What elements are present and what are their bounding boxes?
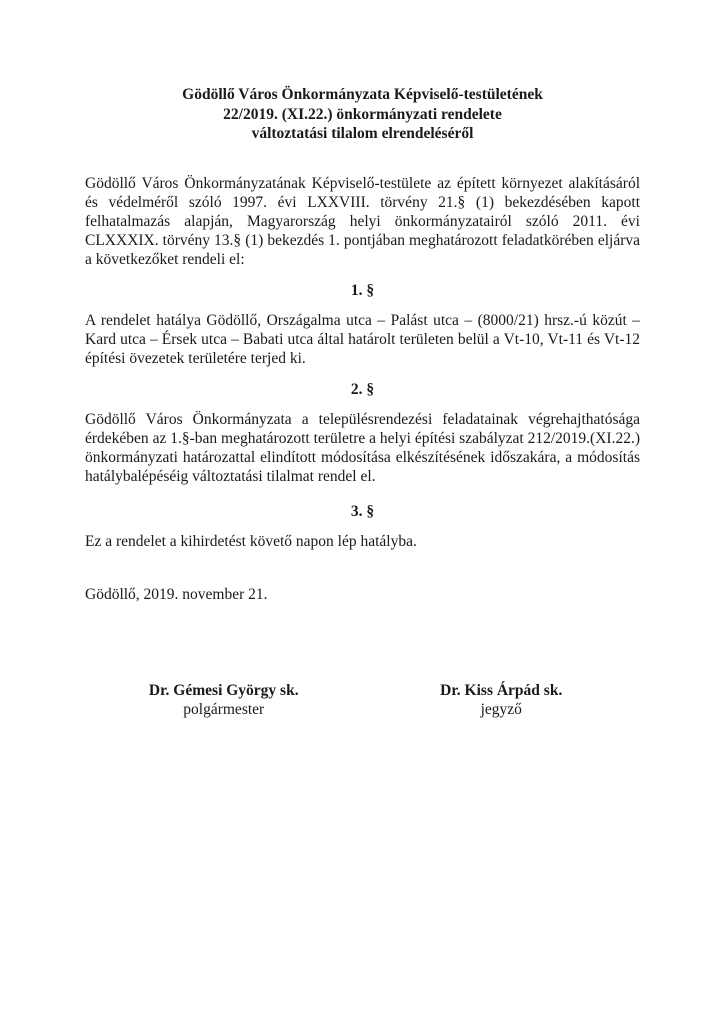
section-3 [85, 502, 640, 551]
section-3-body: Ez a rendelet a kihirdetést követő napon lép hatályba. [85, 532, 417, 550]
preamble-paragraph: Gödöllő Város Önkormányzatának Képviselő-testülete az épített környezet alakításáról és védelméről szóló 1997. évi LXXVIII. törvény 21.§ (1) bekezdésében kapott felhatalmazás alapján, Magyarország helyi önkormányzatairól szóló 2011. évi CLXXXIX. törvény 13.§ (1) bekezdés 1. pontjában meghatározott feladatkörében eljárva a következőket rendeli el: [85, 174, 640, 268]
section-2-heading: 2. § [350, 380, 375, 398]
title-line-subject: változtatási tilalom elrendeléséről [251, 125, 474, 142]
section-1-body: A rendelet hatálya Gödöllő, Országalma utca – Palást utca – (8000/21) hrsz.-ú közút – Kard utca – Érsek utca – Babati utca által határolt területen belül a Vt-10, Vt-11 és Vt-12 építési övezetek területére terjed ki. [85, 311, 640, 367]
signature-mayor-name: Dr. Gémesi György sk. [148, 681, 299, 699]
signature-row [85, 681, 640, 719]
title-line-authority: Gödöllő Város Önkormányzata Képviselő-testületének [182, 86, 543, 103]
signature-notary-name: Dr. Kiss Árpád sk. [440, 681, 563, 699]
document-title [85, 85, 640, 144]
section-3-heading: 3. § [350, 502, 375, 520]
signature-mayor-role: polgármester [183, 700, 265, 718]
signature-notary [363, 681, 641, 719]
section-2 [85, 380, 640, 486]
dateline: Gödöllő, 2019. november 21. [85, 585, 268, 603]
section-2-body: Gödöllő Város Önkormányzata a településrendezési feladatainak végrehajthatósága érdekében az 1.§-ban meghatározott területre a helyi építési szabályzat 212/2019.(XI.22.) önkormányzati határozattal elindított módosítása elkészítésének időszakára, a módosítás hatálybalépéséig változtatási tilalmat rendel el. [85, 410, 640, 485]
signature-notary-role: jegyző [480, 700, 522, 718]
section-1-heading: 1. § [350, 281, 375, 299]
title-line-decree-number: 22/2019. (XI.22.) önkormányzati rendelete [223, 105, 502, 123]
section-1 [85, 281, 640, 368]
signature-mayor [85, 681, 363, 719]
